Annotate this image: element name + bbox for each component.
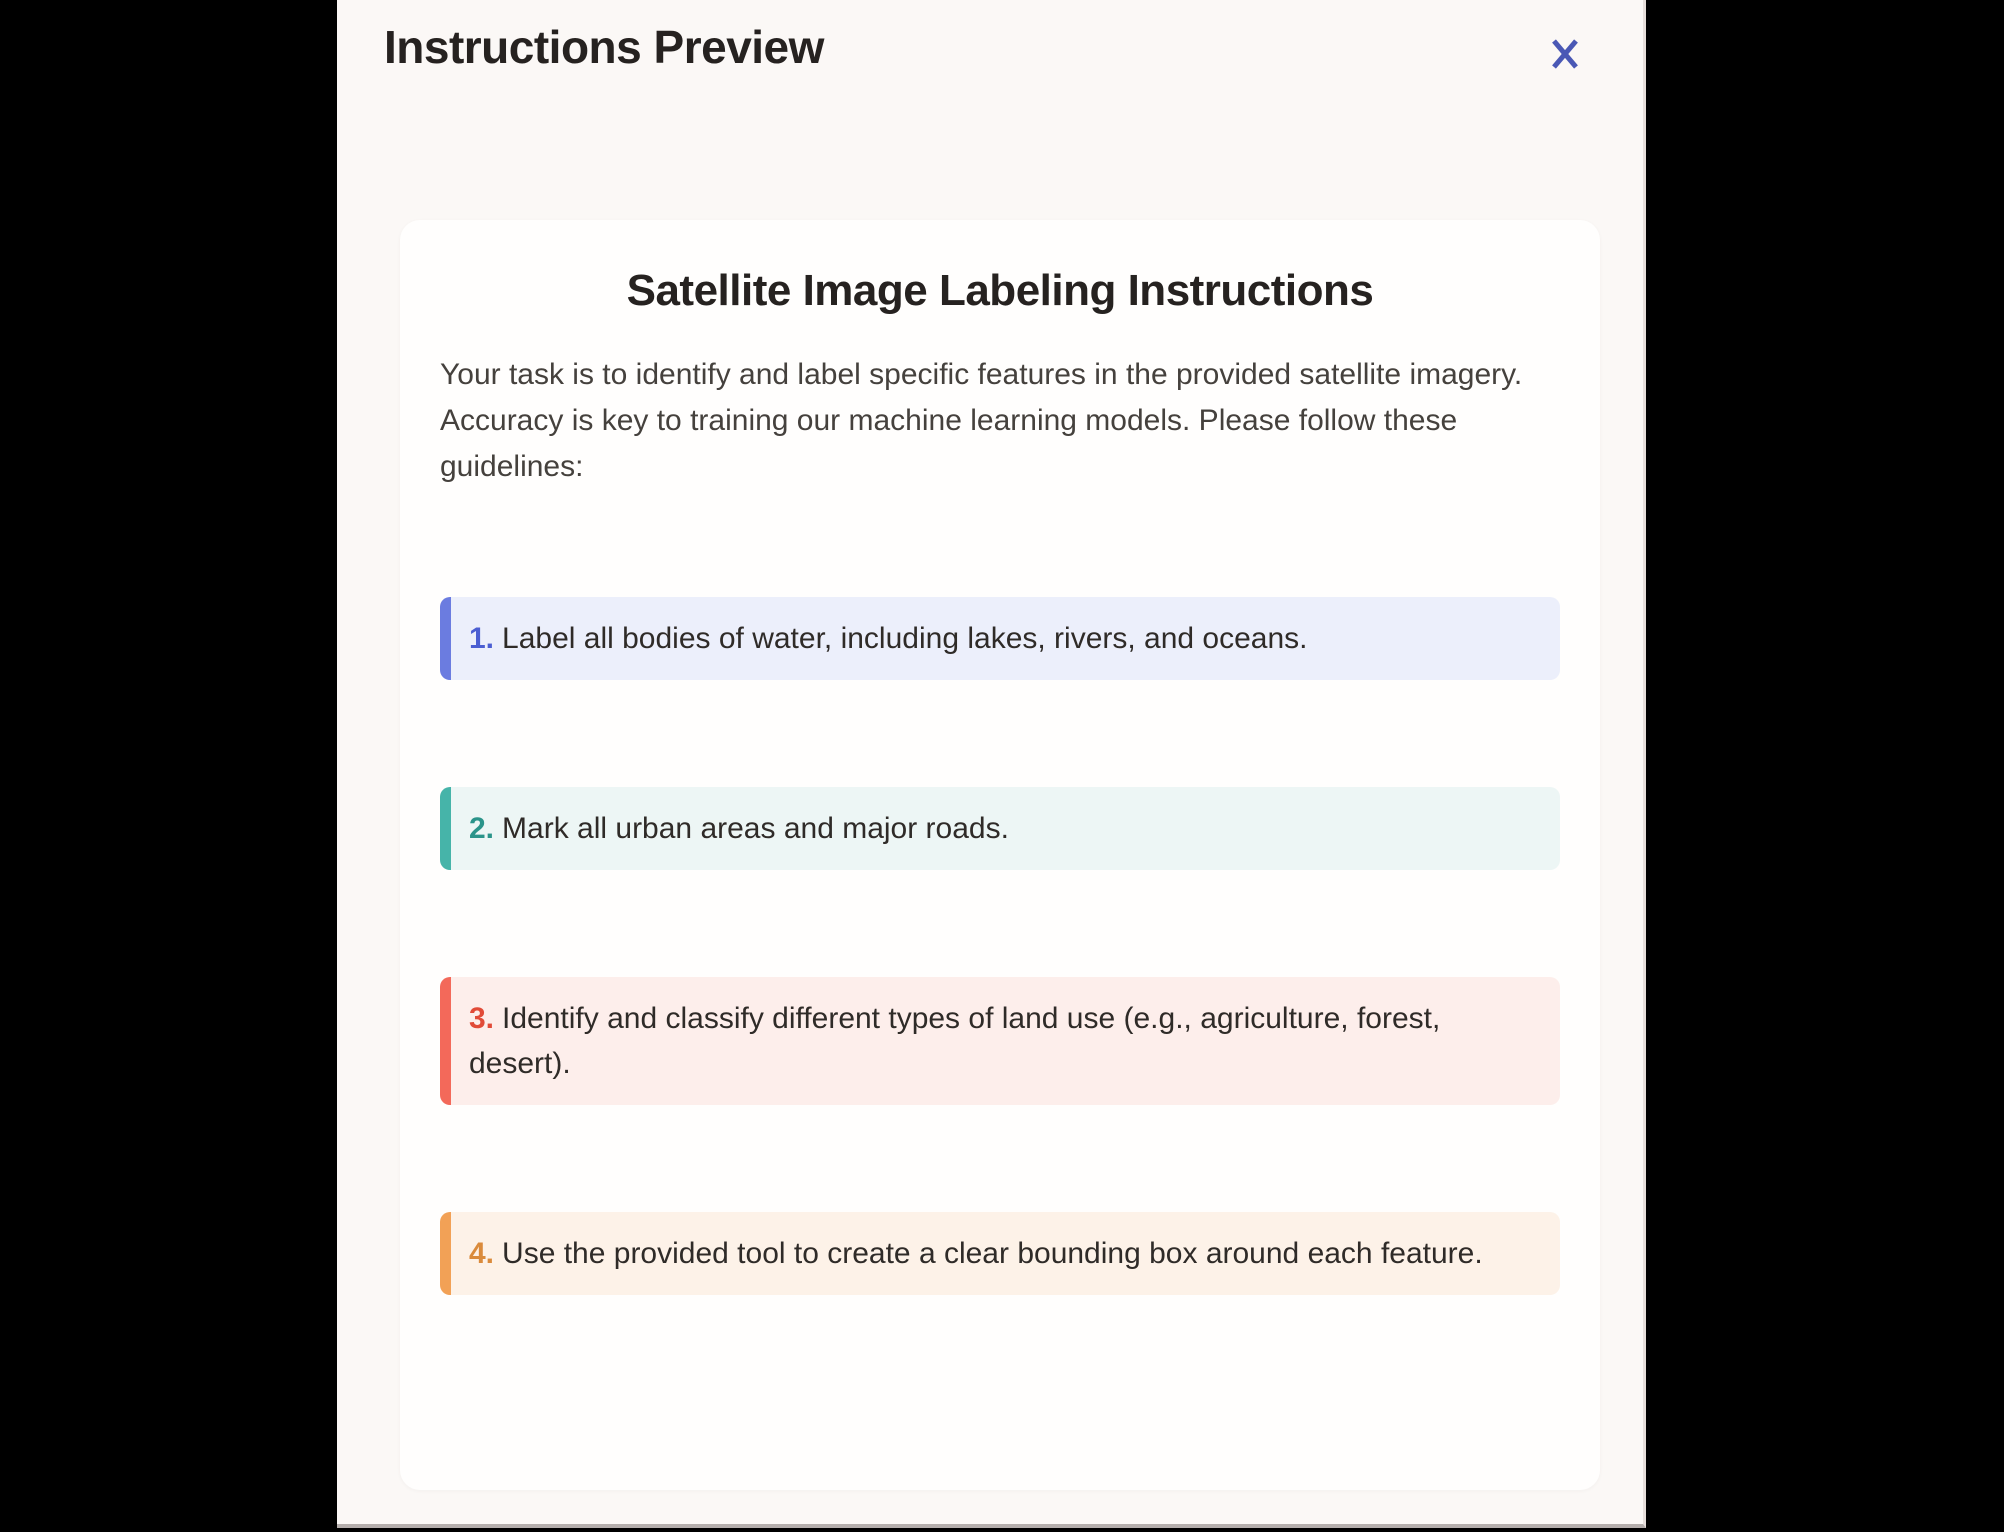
- instructions-card: [400, 220, 1600, 1490]
- card-intro: Your task is to identify and label specific features in the provided satellite imagery. Accuracy is key to training our machine learning models. Please follow these guidelines:: [440, 358, 1523, 483]
- instruction-item-1: [440, 597, 1560, 680]
- instruction-item-4: [440, 1212, 1560, 1295]
- instruction-number: 3.: [469, 1002, 495, 1035]
- close-button[interactable]: [1539, 28, 1591, 80]
- instructions-preview-modal: [337, 0, 1646, 1528]
- instruction-text: Label all bodies of water, including lakes, rivers, and oceans.: [502, 622, 1308, 655]
- modal-header: [337, 0, 1643, 110]
- card-heading: Satellite Image Labeling Instructions: [626, 266, 1374, 315]
- instruction-item-3: [440, 977, 1560, 1105]
- close-icon: [1549, 38, 1581, 70]
- instruction-text: Use the provided tool to create a clear bounding box around each feature.: [502, 1237, 1483, 1270]
- instruction-text: Identify and classify different types of land use (e.g., agriculture, forest, desert).: [469, 1002, 1441, 1080]
- modal-title: Instructions Preview: [384, 21, 824, 73]
- instruction-text: Mark all urban areas and major roads.: [502, 812, 1009, 845]
- instruction-number: 2.: [469, 812, 495, 845]
- instruction-number: 1.: [469, 622, 495, 655]
- instruction-number: 4.: [469, 1237, 495, 1270]
- instruction-item-2: [440, 787, 1560, 870]
